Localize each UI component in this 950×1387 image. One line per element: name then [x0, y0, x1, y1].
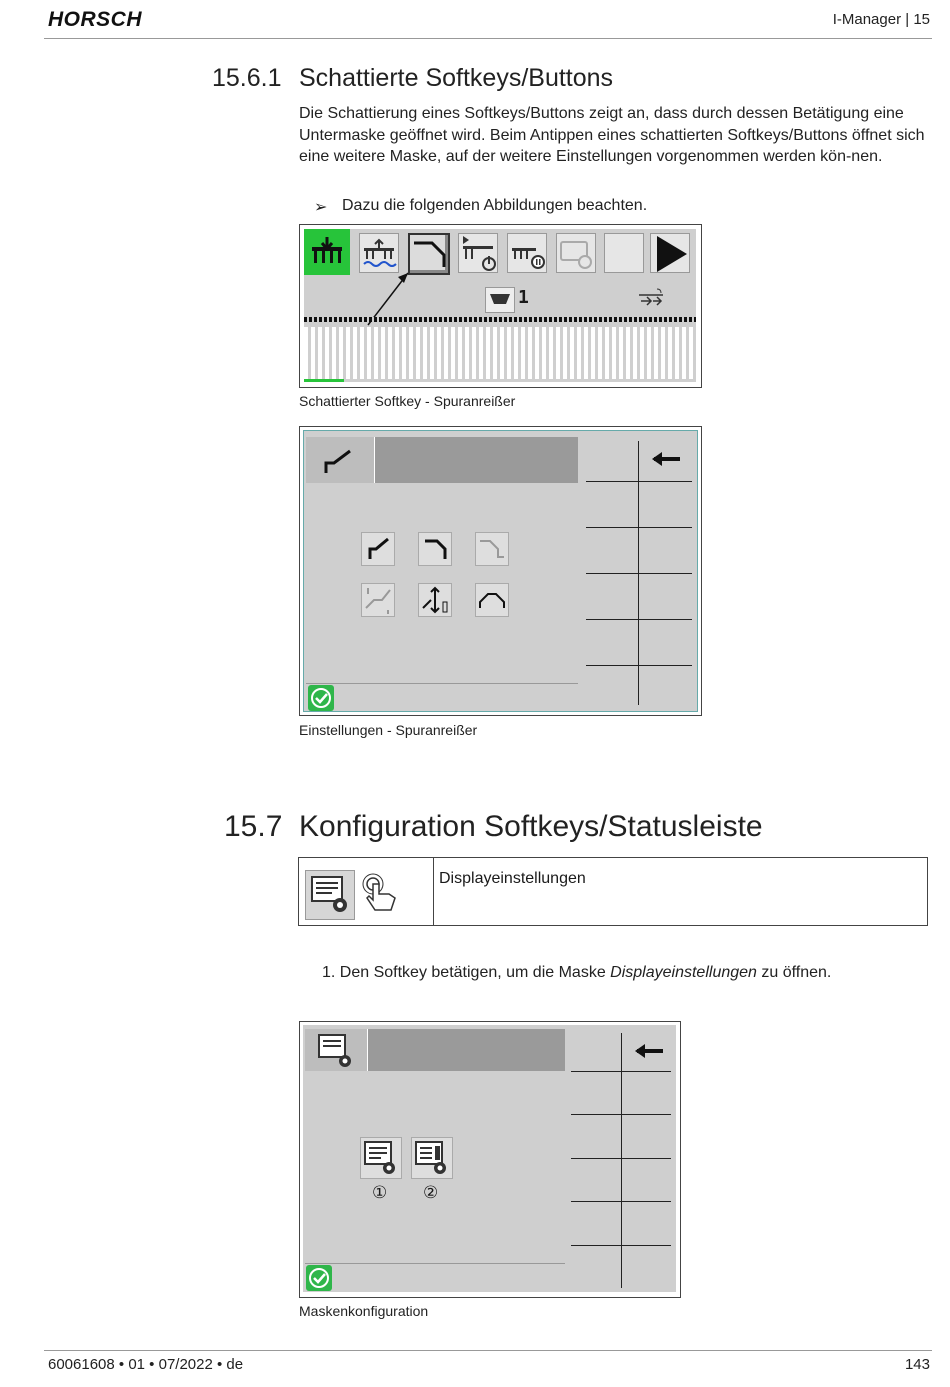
figure1-caption: Schattierter Softkey - Spuranreißer — [299, 393, 516, 409]
figure-mask-config — [299, 1021, 681, 1298]
step-text-italic: Displayeinstellungen — [610, 964, 757, 981]
figure-softkey-bar — [299, 224, 702, 388]
track-marker-title-icon — [306, 437, 375, 483]
statusbar-config-icon[interactable] — [411, 1137, 453, 1179]
hydraulic-icon[interactable] — [359, 233, 399, 273]
wireless-transfer-icon — [637, 285, 667, 314]
step-text-before: Den Softkey betätigen, um die Maske — [339, 964, 611, 981]
softkey-table — [298, 857, 928, 926]
confirm-icon[interactable] — [306, 1265, 332, 1291]
progress-marker — [304, 379, 344, 382]
figure2-caption: Einstellungen - Spuranreißer — [299, 722, 478, 738]
section-bar — [304, 317, 696, 322]
rows-display — [304, 327, 696, 379]
play-icon[interactable] — [650, 233, 690, 273]
section-power-icon[interactable] — [458, 233, 498, 273]
confirm-icon[interactable] — [308, 685, 334, 711]
settings-panel — [303, 430, 698, 712]
section-number: 15.6.1 — [212, 64, 282, 92]
bullet-text: Dazu die folgenden Abbildungen beachten. — [342, 197, 648, 214]
section-number: 15.7 — [224, 810, 283, 843]
empty-softkey[interactable] — [604, 233, 644, 273]
display-settings-icon — [305, 870, 355, 920]
marker-up-icon[interactable] — [361, 532, 395, 566]
back-arrow-icon[interactable] — [650, 449, 684, 474]
callout-2: ② — [423, 1183, 439, 1202]
screen-panel — [304, 229, 696, 382]
mask-panel — [303, 1025, 676, 1292]
page-number: 143 — [904, 1356, 930, 1373]
header-divider — [44, 38, 932, 39]
section-paragraph: Die Schattierung eines Softkeys/Buttons zeigt an, dass durch dessen Betätigung eine Untermaske geöffnet wird. Beim Antippen eines schattierten Softkeys/Buttons öffnet sich eine weitere Maske, auf der weitere Einstellungen vorgenommen werden kön-nen. — [299, 105, 925, 165]
section-title: Schattierte Softkeys/Buttons — [299, 64, 614, 92]
marker-lift-icon[interactable] — [418, 583, 452, 617]
marker-fold-icon[interactable] — [475, 532, 509, 566]
figure3-caption: Maskenkonfiguration — [299, 1303, 429, 1319]
header-section: I-Manager | 15 — [832, 11, 930, 28]
pause-section-icon[interactable] — [507, 233, 547, 273]
marker-both-icon[interactable] — [475, 583, 509, 617]
section-title: Konfiguration Softkeys/Statusleiste — [299, 810, 763, 843]
instruction-step — [322, 964, 831, 982]
hopper-counter: 1 — [518, 287, 529, 308]
touch-hand-icon — [359, 872, 403, 921]
figure-settings-mask — [299, 426, 702, 716]
hopper-icon — [485, 287, 515, 313]
step-text-after: zu öffnen. — [756, 964, 832, 981]
step-number: 1. — [322, 964, 336, 981]
table-label: Displayeinstellungen — [439, 870, 586, 887]
footer-doc-info: 60061608 • 01 • 07/2022 • de — [48, 1356, 244, 1373]
disabled-power-icon — [556, 233, 596, 273]
back-arrow-icon[interactable] — [633, 1041, 667, 1066]
footer-divider — [44, 1350, 932, 1351]
horsch-logo: HORSCH — [48, 8, 143, 31]
display-settings-title-icon — [305, 1029, 368, 1071]
marker-down-icon[interactable] — [418, 532, 452, 566]
softkey-config-icon[interactable] — [360, 1137, 402, 1179]
callout-1: ① — [372, 1183, 388, 1202]
marker-alternate-icon[interactable] — [361, 583, 395, 617]
bullet-arrow-icon: ➢ — [314, 199, 328, 216]
